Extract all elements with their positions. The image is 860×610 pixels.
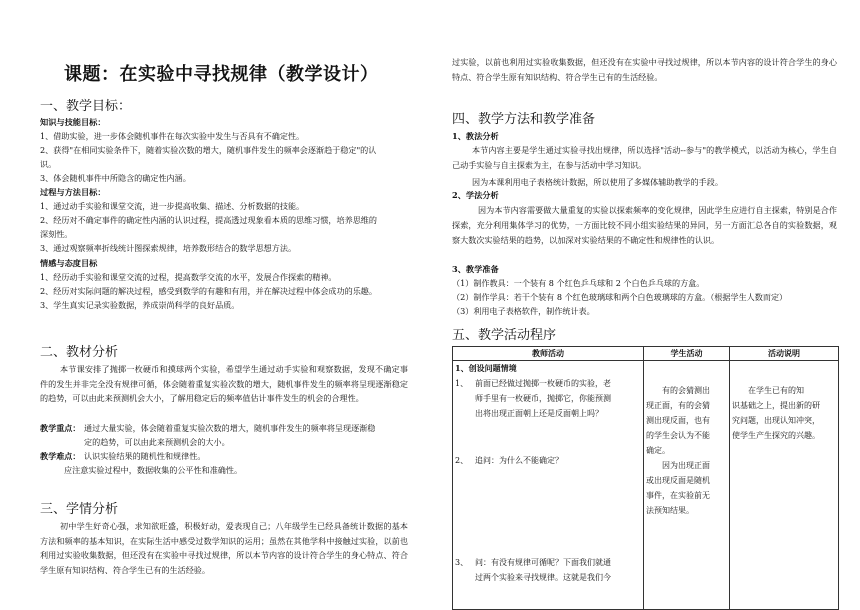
preparation-item: （1）制作教具：一个装有 8 个红色乒乓球和 2 个白色乒乓球的方盒。 [452,278,705,288]
student-line: 事件，在实验前无 [646,491,710,500]
emotion-goal-line: 1、经历动手实验和课堂交流的过程，提高数学交流的水平，发展合作探索的精神。 [40,272,337,282]
table-header-row [453,347,839,361]
teaching-method-title: 1、教法分析 [452,131,499,141]
teaching-method-paragraph: 本节内容主要是学生通过实验寻找出规律，所以选择"活动--参与"的教学模式，以活动为核心，学生自己动手实验与自主探索为主，在参与活动中学习知识。 [452,145,837,170]
textbook-analysis-paragraph: 本节课安排了抛掷一枚硬币和摸球两个实验，希望学生通过动手实验和观察数据，发现不确定事件的发生并非完全没有规律可循，体会随着重复实验次数的增大，随机事件发生的频率将呈现逐渐稳定的趋势，可以由此来预测机会大小，了解用稳定后的频率值估计事件发生的机会的合理性。 [40,364,408,404]
student-line: 有的会猜测出 [662,386,710,395]
student-line: 因为出现正面 [662,461,710,470]
learning-method-paragraph: 因为本节内容需要做大量重复的实验以探索频率的变化规律，因此学生应进行自主探索，特别是合作探索，充分利用集体学习的优势，一方面比较不同小组实验结果的异同，另一方面汇总各自的实验数据，观察大数次实验结果的趋势，以加深对实验结果的不确定性和规律性的认识。 [452,205,837,245]
difficulty-label: 教学难点： [40,451,81,461]
header-student-activity: 学生活动 [644,347,730,361]
difficulty-text: 认识实验结果的随机性和规律性。 [84,451,206,461]
teacher-line: 问：有没有规律可循呢？下面我们就通 [475,558,611,567]
student-line: 或出现反面是随机 [646,476,710,485]
table-row [453,361,839,610]
note-line: 识基础之上，提出新的研 [732,401,820,410]
process-goal-line: 深刻性。 [40,229,73,239]
student-line: 法预知结果。 [646,506,694,515]
teacher-line: 1、 [455,379,469,388]
section-heading-methods: 四、教学方法和教学准备 [452,112,596,127]
header-teacher-activity: 教师活动 [453,347,644,361]
student-activity-cell [644,361,730,610]
teacher-line: 3、 [455,558,469,567]
knowledge-goal-title: 知识与技能目标： [40,117,106,127]
activity-table [452,346,839,610]
teaching-method-note: 因为本课利用电子表格统计数据，所以使用了多媒体辅助教学的手段。 [472,177,723,187]
knowledge-goal-line: 2、获得"在相同实验条件下，随着实验次数的增大，随机事件发生的频率会逐渐趋于稳定"的认 [40,145,377,155]
knowledge-goal-line: 1、借助实验，进一步体会随机事件在每次实验中发生与否具有不确定性。 [40,131,305,141]
student-line: 确定。 [646,446,670,455]
student-analysis-paragraph-part1: 初中学生好奇心强，求知欲旺盛，积极好动，爱表现自己；八年级学生已经具备统计数据的基本方法和频率的基本知识，在实际生活中感受过数学知识的运用；虽然在其他学科中接触过实验，以前也利用过实验收集数据，但还没有在实验中寻找过规律，所以本节内容的设计符合学生的身心特点、符合学生原有知识结构、符合学生已有的生活经验。 [40,521,408,575]
teacher-line: 过两个实验来寻找规律。这就是我们今 [475,573,611,582]
key-point-text: 定的趋势，可以由此来预测机会的大小。 [84,437,230,447]
activity-note-cell [730,361,839,610]
preparation-item: （2）制作学具：若干个装有 8 个红色玻璃球和两个白色玻璃球的方盒。（根据学生人数而定） [452,292,788,302]
student-analysis-paragraph-part2: 过实验，以前也利用过实验收集数据，但还没有在实验中寻找过规律，所以本节内容的设计符合学生的身心特点、符合学生原有知识结构、符合学生已有的生活经验。 [452,57,837,82]
section-heading-procedure: 五、教学活动程序 [452,328,557,343]
emotion-goal-line: 2、经历对实际问题的解决过程，感受到数学的有趣和有用，并在解决过程中体会成功的乐趣。 [40,286,377,296]
teacher-line: 师手里有一枚硬币，抛掷它，你能预测 [475,394,611,403]
key-point-label: 教学重点： [40,423,81,433]
teacher-line: 1、创设问题情境 [455,363,517,373]
emotion-goal-line: 3、学生真实记录实验数据，养成崇尚科学的良好品质。 [40,300,240,310]
emotion-goal-title: 情感与态度目标 [40,258,98,268]
student-line: 现正面，有的会猜 [646,401,710,410]
knowledge-goal-line: 识。 [40,159,57,169]
preparation-title: 3、教学准备 [452,264,499,274]
teacher-line: 前面已经做过抛掷一枚硬币的实验，老 [475,379,611,388]
document-title: 课题：在实验中寻找规律（教学设计） [64,64,379,85]
knowledge-goal-line: 3、体会随机事件中所隐含的确定性内涵。 [40,173,191,183]
note-line: 使学生产生探究的兴趣。 [732,431,820,440]
note-line: 究问题，出现认知冲突， [732,416,820,425]
learning-method-title: 2、学法分析 [452,190,499,200]
key-point-text: 通过大量实验，体会随着重复实验次数的增大，随机事件发生的频率将呈现逐渐稳 [84,423,376,433]
header-activity-note: 活动说明 [730,347,839,361]
process-goal-line: 1、通过动手实验和课堂交流，进一步提高收集、描述、分析数据的技能。 [40,201,305,211]
section-heading-objectives: 一、教学目标： [40,99,132,114]
student-line: 测出现反面，也有 [646,416,710,425]
note-line: 在学生已有的知 [748,386,804,395]
process-goal-line: 3、通过观察频率折线统计图探索规律，培养数形结合的数学思想方法。 [40,243,297,253]
section-heading-textbook: 二、教材分析 [40,345,119,360]
section-heading-students: 三、学情分析 [40,502,119,517]
teacher-line: 追问：为什么不能确定？ [475,456,563,465]
teacher-line: 出将出现正面朝上还是反面朝上吗？ [475,409,603,418]
teacher-activity-cell [453,361,644,610]
student-line: 的学生会认为不能 [646,431,710,440]
difficulty-note: 应注意实验过程中，数据收集的公平性和准确性。 [64,465,243,475]
process-goal-line: 2、经历对不确定事件的确定性内涵的认识过程，提高透过现象看本质的思维习惯，培养思维的 [40,215,377,225]
process-goal-title: 过程与方法目标： [40,187,106,197]
preparation-item: （3）利用电子表格软件，制作统计表。 [452,306,595,316]
teacher-line: 2、 [455,456,469,465]
